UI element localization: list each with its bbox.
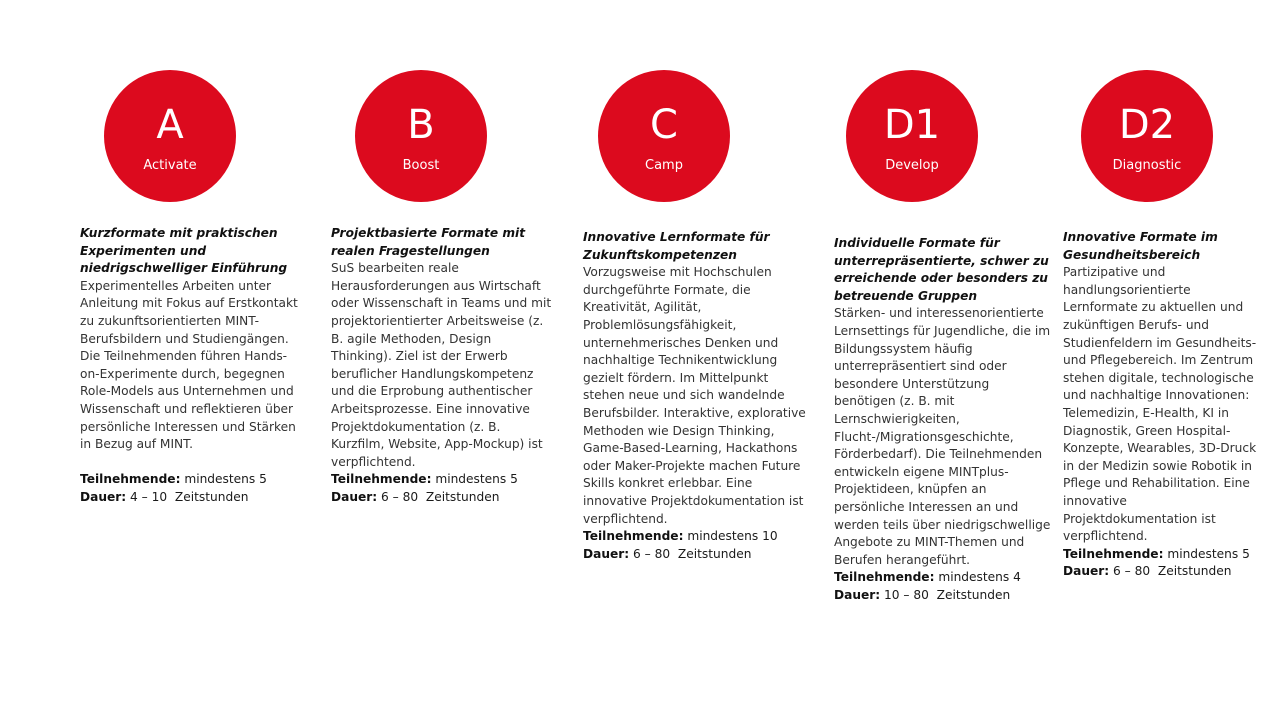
participants-line [331,471,555,489]
duration-label: Dauer: [583,546,630,561]
duration-line [583,546,809,564]
column-c [583,229,809,563]
column-body: Vorzugsweise mit Hochschulen durchgeführte Formate, die Kreativität, Agilität, Problemlösungsfähigkeit, unternehmerisches Denken und nachhaltige Technikentwicklung gezielt fördern. Im Mittelpunkt stehen neue und sich wandelnde Berufsbilder. Interaktive, explorative Methoden wie Design Thinking, Game-Based-Learning, Hackathons oder Maker-Projekte machen Future Skills konkret erlebbar. Eine innovative Projektdokumentation ist verpflichtend. [583,265,806,526]
duration-label: Dauer: [834,587,881,602]
circle-word: Activate [143,158,197,173]
duration-label: Dauer: [80,489,127,504]
participants-label: Teilnehmende: [834,570,935,585]
participants-line [1063,546,1263,564]
circle-a-activate [104,70,236,202]
participants-value: mindestens 5 [1167,546,1250,561]
participants-line [834,569,1054,587]
duration-line [80,489,302,507]
column-body: Experimentelles Arbeiten unter Anleitung mit Fokus auf Erstkontakt zu zukunftsorientierten MINT-Berufsbildern und Studiengängen. Die Teilnehmenden führen Hands-on-Experimente durch, begegnen Role-Models aus Unternehmen und Wissenschaft und reflektieren über persönliche Interessen und Stärken in Bezug auf MINT. [80,278,298,452]
column-heading: Innovative Lernformate für Zukunftskompetenzen [583,230,770,262]
participants-value: mindestens 10 [687,529,778,544]
participants-value: mindestens 4 [938,570,1021,585]
column-heading: Kurzformate mit praktischen Experimenten und niedrigschwelliger Einführung [80,226,288,276]
duration-line [1063,563,1263,581]
duration-value: 6 – 80 Zeitstunden [1113,564,1232,579]
column-body: Partizipative und handlungsorientierte Lernformate zu aktuellen und zukünftigen Berufs- und Studienfeldern im Gesundheits- und Pflegebereich. Im Zentrum stehen digitale, technologische und nachhaltige Innovationen: Telemedizin, E-Health, KI in Diagnostik, Green Hospital-Konzepte, Wearables, 3D-Druck in der Medizin sowie Robotik in Pflege und Rehabilitation. Eine innovative Projektdokumentation ist verpflichtend. [1063,265,1257,544]
duration-value: 6 – 80 Zeitstunden [633,546,752,561]
duration-label: Dauer: [331,489,378,504]
participants-label: Teilnehmende: [583,529,684,544]
circle-letter: D2 [1118,102,1176,148]
column-body: Stärken- und interessenorientierte Lernsettings für Jugendliche, die im Bildungssystem häufig unterrepräsentiert sind oder besondere Unterstützung benötigen (z. B. mit Lernschwierigkeiten, Flucht-/Migrationsgeschichte, Förderbedarf). Die Teilnehmenden entwickeln eigene MINTplus-Projektideen, knüpfen an persönliche Interessen an und werden teils über niedrigschwellige Angebote zu MINT-Themen und Berufen herangeführt. [834,306,1051,567]
participants-label: Teilnehmende: [1063,546,1164,561]
column-d2 [1063,229,1263,581]
duration-value: 4 – 10 Zeitstunden [130,489,249,504]
circle-b-boost [355,70,487,202]
circle-letter: D1 [883,102,941,148]
duration-value: 10 – 80 Zeitstunden [884,587,1011,602]
circle-letter: B [407,102,435,148]
participants-line [80,471,302,489]
circle-d1-develop [846,70,978,202]
participants-label: Teilnehmende: [331,472,432,487]
column-body: SuS bearbeiten reale Herausforderungen aus Wirtschaft oder Wissenschaft in Teams und mit projektorientierter Arbeitsweise (z. B. agile Methoden, Design Thinking). Ziel ist der Erwerb beruflicher Handlungskompetenz und die Erprobung authentischer Arbeitsprozesse. Eine innovative Projektdokumentation (z. B. Kurzfilm, Website, App-Mockup) ist verpflichtend. [331,261,552,469]
circle-d2-diagnostic [1081,70,1213,202]
duration-line [331,489,555,507]
participants-value: mindestens 5 [184,472,267,487]
participants-line [583,528,809,546]
duration-label: Dauer: [1063,564,1110,579]
circle-c-camp [598,70,730,202]
column-a [80,225,302,507]
circle-word: Boost [402,158,440,173]
duration-value: 6 – 80 Zeitstunden [381,489,500,504]
column-heading: Innovative Formate im Gesundheitsbereich [1063,230,1218,262]
circle-word: Diagnostic [1112,158,1182,173]
circle-letter: A [156,102,184,148]
column-heading: Projektbasierte Formate mit realen Fragestellungen [331,226,526,258]
column-d1 [834,235,1054,604]
participants-value: mindestens 5 [435,472,518,487]
column-b [331,225,555,507]
circle-word: Camp [645,158,683,173]
column-heading: Individuelle Formate für unterrepräsentierte, schwer zu erreichende oder besonders zu betreuende Gruppen [834,236,1049,303]
duration-line [834,587,1054,605]
circle-letter: C [650,102,678,148]
participants-label: Teilnehmende: [80,472,181,487]
circle-word: Develop [885,158,939,173]
